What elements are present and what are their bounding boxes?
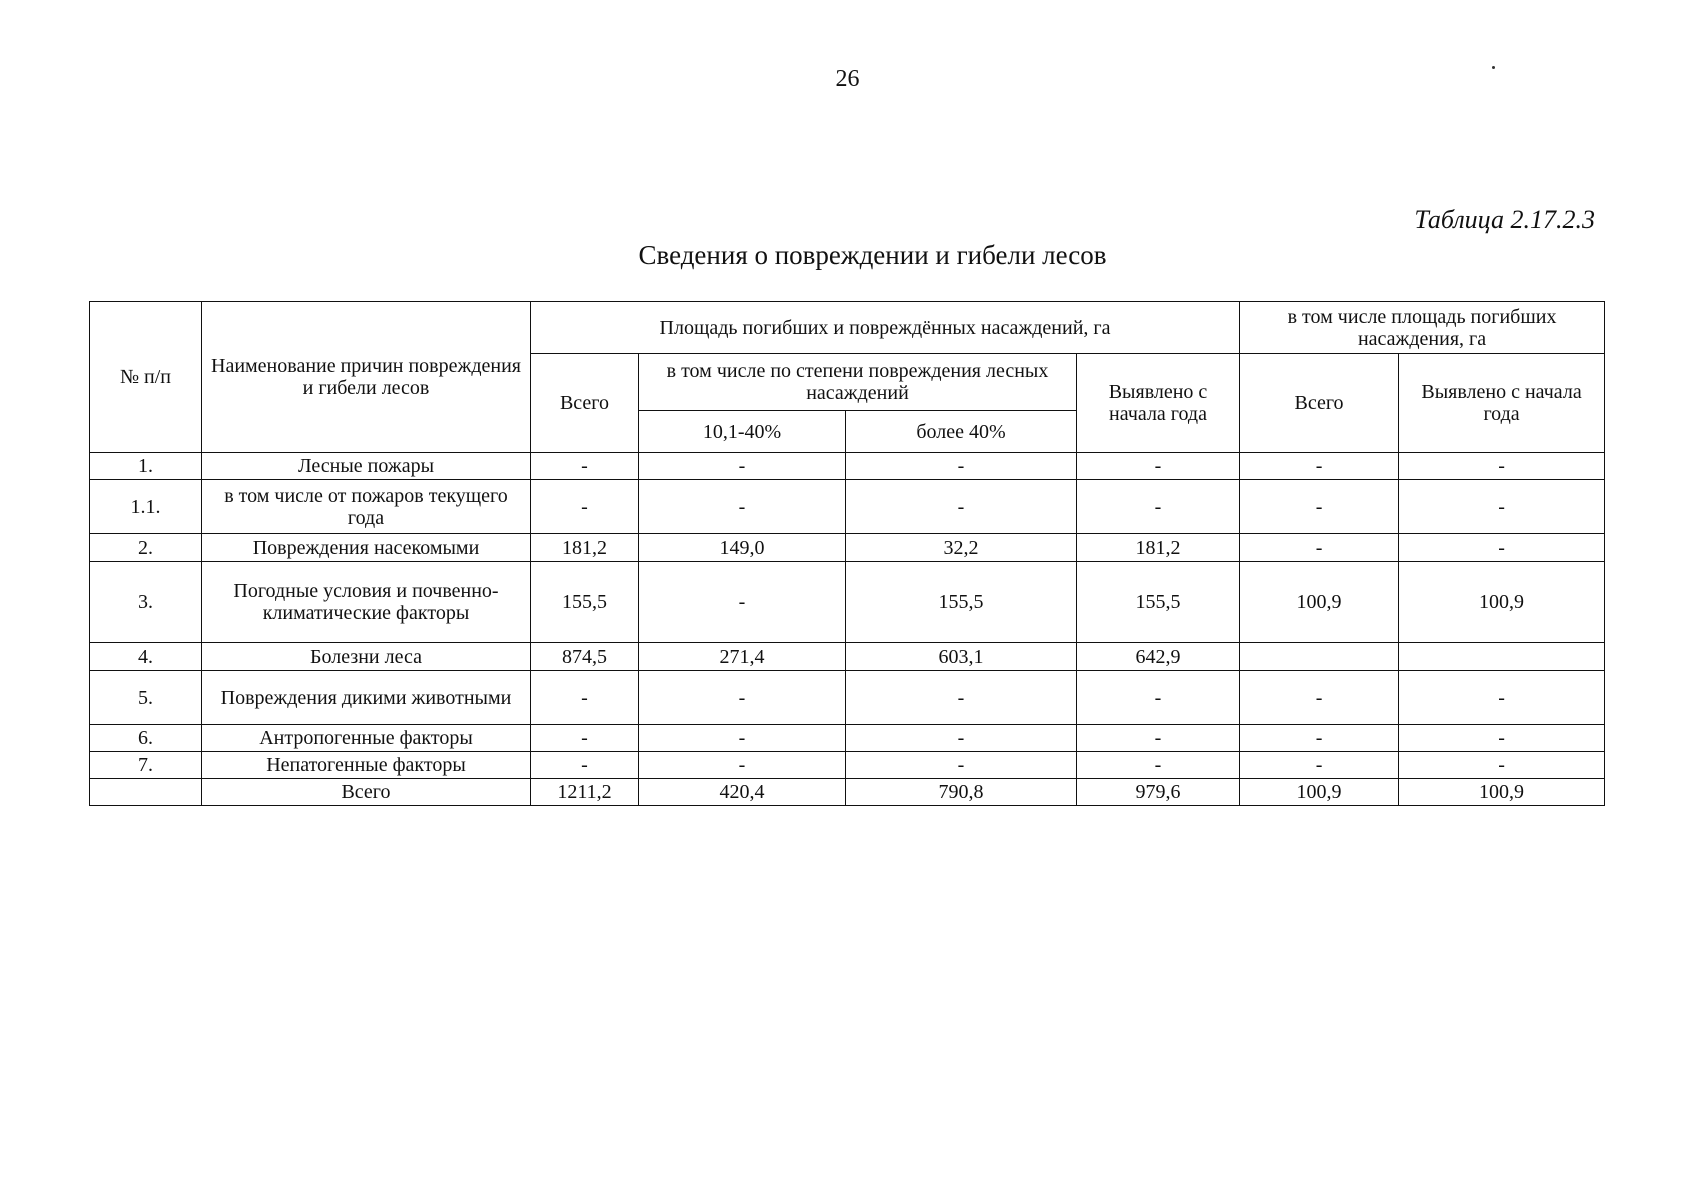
row-detected: 181,2 bbox=[1077, 534, 1240, 562]
row-total: 155,5 bbox=[531, 562, 639, 643]
row-deg1: - bbox=[639, 725, 846, 752]
row-name: Повреждения дикими животными bbox=[202, 671, 531, 725]
row-dead-total: 100,9 bbox=[1240, 562, 1399, 643]
row-deg1: 420,4 bbox=[639, 779, 846, 806]
header-by-degree: в том числе по степени повреждения лесных насаждений bbox=[639, 354, 1077, 411]
table-row bbox=[90, 562, 1605, 643]
row-num: 1. bbox=[90, 453, 202, 480]
table-row bbox=[90, 534, 1605, 562]
header-dead-detected: Выявлено с начала года bbox=[1399, 354, 1605, 453]
row-deg2: 155,5 bbox=[846, 562, 1077, 643]
table-reference: Таблица 2.17.2.3 bbox=[1414, 205, 1595, 234]
row-name: Погодные условия и почвенно-климатические факторы bbox=[202, 562, 531, 643]
document-title: Сведения о повреждении и гибели лесов bbox=[638, 240, 1107, 270]
row-dead-detected: - bbox=[1399, 752, 1605, 779]
header-degree-10-40: 10,1-40% bbox=[639, 411, 846, 453]
row-num: 6. bbox=[90, 725, 202, 752]
row-name: Лесные пожары bbox=[202, 453, 531, 480]
row-total: 1211,2 bbox=[531, 779, 639, 806]
row-dead-total: - bbox=[1240, 671, 1399, 725]
row-detected: 642,9 bbox=[1077, 643, 1240, 671]
row-detected: - bbox=[1077, 453, 1240, 480]
row-dead-total: - bbox=[1240, 480, 1399, 534]
row-deg1: 149,0 bbox=[639, 534, 846, 562]
row-dead-detected: - bbox=[1399, 453, 1605, 480]
row-deg1: - bbox=[639, 562, 846, 643]
row-num: 1.1. bbox=[90, 480, 202, 534]
row-detected: 155,5 bbox=[1077, 562, 1240, 643]
row-dead-total: - bbox=[1240, 534, 1399, 562]
row-name: Повреждения насекомыми bbox=[202, 534, 531, 562]
header-dead-group: в том числе площадь погибших насаждения, га bbox=[1240, 302, 1605, 354]
page-number: 26 bbox=[835, 66, 860, 92]
row-total: 181,2 bbox=[531, 534, 639, 562]
row-deg1: 271,4 bbox=[639, 643, 846, 671]
row-dead-detected: 100,9 bbox=[1399, 779, 1605, 806]
row-deg1: - bbox=[639, 453, 846, 480]
header-detected: Выявлено с начала года bbox=[1077, 354, 1240, 453]
row-dead-detected: - bbox=[1399, 671, 1605, 725]
row-deg2: 790,8 bbox=[846, 779, 1077, 806]
row-name: Непатогенные факторы bbox=[202, 752, 531, 779]
row-deg2: - bbox=[846, 725, 1077, 752]
row-total: - bbox=[531, 671, 639, 725]
row-detected: - bbox=[1077, 725, 1240, 752]
row-num: 4. bbox=[90, 643, 202, 671]
row-dead-detected: - bbox=[1399, 534, 1605, 562]
row-deg2: - bbox=[846, 752, 1077, 779]
row-dead-detected: 100,9 bbox=[1399, 562, 1605, 643]
row-num: 3. bbox=[90, 562, 202, 643]
row-deg2: 603,1 bbox=[846, 643, 1077, 671]
row-deg2: - bbox=[846, 453, 1077, 480]
table-total-row bbox=[90, 779, 1605, 806]
row-dead-detected: - bbox=[1399, 480, 1605, 534]
row-dead-total bbox=[1240, 643, 1399, 671]
row-dead-detected bbox=[1399, 643, 1605, 671]
table-row bbox=[90, 643, 1605, 671]
row-name: в том числе от пожаров текущего года bbox=[202, 480, 531, 534]
row-total: 874,5 bbox=[531, 643, 639, 671]
table-row bbox=[90, 480, 1605, 534]
row-dead-total: - bbox=[1240, 752, 1399, 779]
row-num: 7. bbox=[90, 752, 202, 779]
header-dead-total: Всего bbox=[1240, 354, 1399, 453]
row-dead-total: 100,9 bbox=[1240, 779, 1399, 806]
forest-damage-table bbox=[89, 301, 1605, 806]
header-area-group: Площадь погибших и повреждённых насаждений, га bbox=[531, 302, 1240, 354]
header-name: Наименование причин повреждения и гибели лесов bbox=[202, 302, 531, 453]
row-deg2: - bbox=[846, 671, 1077, 725]
row-name: Болезни леса bbox=[202, 643, 531, 671]
table-row bbox=[90, 725, 1605, 752]
row-deg1: - bbox=[639, 671, 846, 725]
row-deg1: - bbox=[639, 752, 846, 779]
row-name: Антропогенные факторы bbox=[202, 725, 531, 752]
row-detected: - bbox=[1077, 752, 1240, 779]
row-detected: - bbox=[1077, 671, 1240, 725]
row-deg2: - bbox=[846, 480, 1077, 534]
row-num: 2. bbox=[90, 534, 202, 562]
header-degree-over-40: более 40% bbox=[846, 411, 1077, 453]
row-total: - bbox=[531, 453, 639, 480]
row-total: - bbox=[531, 725, 639, 752]
row-total: - bbox=[531, 752, 639, 779]
row-dead-total: - bbox=[1240, 453, 1399, 480]
row-num bbox=[90, 779, 202, 806]
row-deg1: - bbox=[639, 480, 846, 534]
header-total: Всего bbox=[531, 354, 639, 453]
header-num: № п/п bbox=[90, 302, 202, 453]
row-total: - bbox=[531, 480, 639, 534]
row-detected: 979,6 bbox=[1077, 779, 1240, 806]
row-detected: - bbox=[1077, 480, 1240, 534]
table-row bbox=[90, 752, 1605, 779]
row-num: 5. bbox=[90, 671, 202, 725]
table-row bbox=[90, 671, 1605, 725]
row-deg2: 32,2 bbox=[846, 534, 1077, 562]
row-name: Всего bbox=[202, 779, 531, 806]
row-dead-total: - bbox=[1240, 725, 1399, 752]
table-row bbox=[90, 453, 1605, 480]
row-dead-detected: - bbox=[1399, 725, 1605, 752]
